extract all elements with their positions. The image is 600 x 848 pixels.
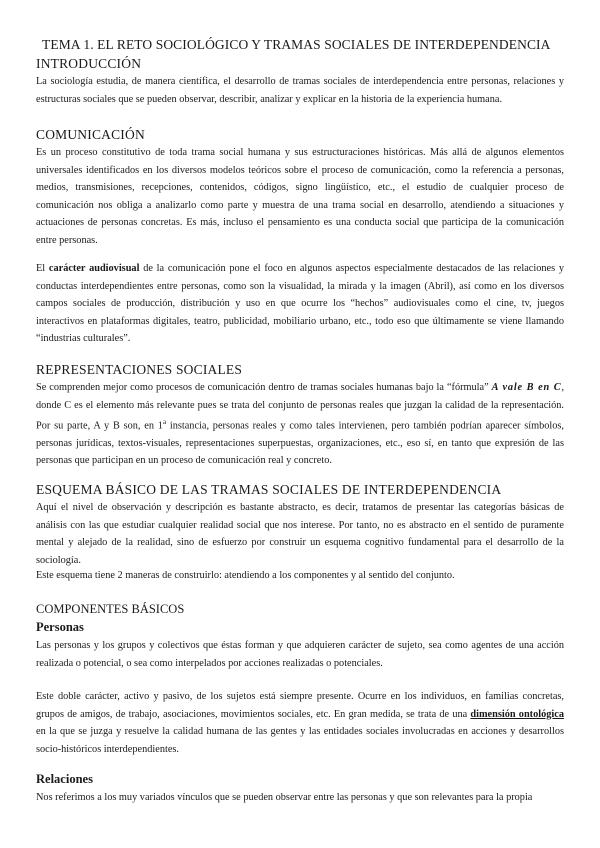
paragraph-personas-2 (36, 688, 564, 758)
paragraph-esquema-2: Este esquema tiene 2 maneras de construirlo: atendiendo a los componentes y al sentido del conjunto. (36, 570, 455, 581)
text-prefix: Este doble carácter, activo y pasivo, de los sujetos está siempre presente. Ocurre en los individuos, en familias concretas, grupos de amigos, de trabajo, asociaciones, movimientos sociales, etc. En gran medida, se trata de una (36, 691, 564, 720)
text-rest: en la que se juzga y resuelve la calidad humana de las gentes y las entidades sociales involucradas en acciones y desarrollos socio-históricos interdependientes. (36, 726, 564, 755)
heading-componentes: COMPONENTES BÁSICOS (36, 602, 185, 616)
paragraph-comunicacion-2 (36, 260, 564, 348)
text-mid: , donde C es el elemento más relevante pues se trata del conjunto de personas reales que juzgan la calidad de la representación. Por su parte, A y B son, en 1 (36, 382, 565, 432)
text-rest: instancia, personas reales y como tales intervienen, pero también podrían aparecer símbolos, personas jurídicas, textos-visuales, representaciones superpuestas, organizaciones, etc., eso sí, en tanto que expresión de las personas que participan en un proceso de comunicación real y concreto. (36, 420, 564, 467)
paragraph-representaciones (36, 379, 564, 470)
paragraph-personas-1: Las personas y los grupos y colectivos que éstas forman y que adquieren carácter de sujeto, sea como agentes de una acción realizada o potencial, o sea como interpelados por acciones realizadas o potenciales. (36, 640, 564, 669)
heading-comunicacion: COMUNICACIÓN (36, 127, 145, 142)
heading-relaciones: Relaciones (36, 772, 93, 786)
formula-text: A vale B en C (491, 382, 562, 393)
paragraph-relaciones-1: Nos referimos a los muy variados vínculos que se pueden observar entre las personas y que son relevantes para la propia (36, 792, 533, 803)
ordinal-sup: a (162, 418, 167, 426)
heading-personas: Personas (36, 620, 84, 634)
text-prefix: El (36, 263, 46, 274)
text-prefix: Se comprenden mejor como procesos de comunicación dentro de tramas sociales humanas bajo la “fórmula” (36, 382, 489, 393)
document-title: TEMA 1. EL RETO SOCIOLÓGICO Y TRAMAS SOCIALES DE INTERDEPENDENCIA (42, 37, 551, 52)
bold-term: carácter audiovisual (48, 263, 140, 274)
heading-esquema: ESQUEMA BÁSICO DE LAS TRAMAS SOCIALES DE INTERDEPENDENCIA (36, 482, 502, 497)
heading-introduccion: INTRODUCCIÓN (36, 56, 142, 71)
paragraph-introduccion: La sociología estudia, de manera científica, el desarrollo de tramas sociales de interdependencia entre personas, relaciones y estructuras sociales que se pueden observar, describir, analizar y explicar en la historia de la experiencia humana. (36, 76, 564, 105)
heading-representaciones: REPRESENTACIONES SOCIALES (36, 362, 243, 377)
link-dimension-ontologica[interactable]: dimensión ontológica (470, 708, 564, 720)
text-rest: de la comunicación pone el foco en algunos aspectos especialmente destacados de las relaciones y conductas interdependientes entre personas, como son la visualidad, la mirada y la imagen (Abril), así como en los diversos campos sociales de producción, distribución y uso en que ocurre los “hechos” audiovisuales como el cine, tv, juegos interactivos en plataformas digitales, teatro, publicidad, mobiliario urbano, etc., todo eso que últimamente se viene llamando “industrias culturales”. (36, 263, 565, 344)
paragraph-esquema-1: Aquí el nivel de observación y descripción es bastante abstracto, es decir, tratamos de presentar las categorías básicas de análisis con las que estudiar cualquier realidad social que nos interese. Por tanto, no es abstracto en el sentido de puramente mental y alejado de la realidad, sino de esfuerzo por construir un esquema cognitivo fundamental para el desarrollo de la sociología. (36, 502, 564, 566)
paragraph-comunicacion-1: Es un proceso constitutivo de toda trama social humana y sus estructuraciones históricas. Más allá de algunos elementos universales identificados en los diversos modelos teóricos sobre el proceso de comunicación, como la referencia a personas, medios, transmisiones, recepciones, contenidos, códigos, signo lingüístico, etc., el estudio de cualquier proceso de comunicación nos obliga a analizarlo como parte y muestra de una trama social en desarrollo, atendiendo a situaciones y actuaciones de personas concretas. Es más, incluso el pensamiento es una conducta social que participa de la comunicación entre personas. (36, 147, 564, 246)
